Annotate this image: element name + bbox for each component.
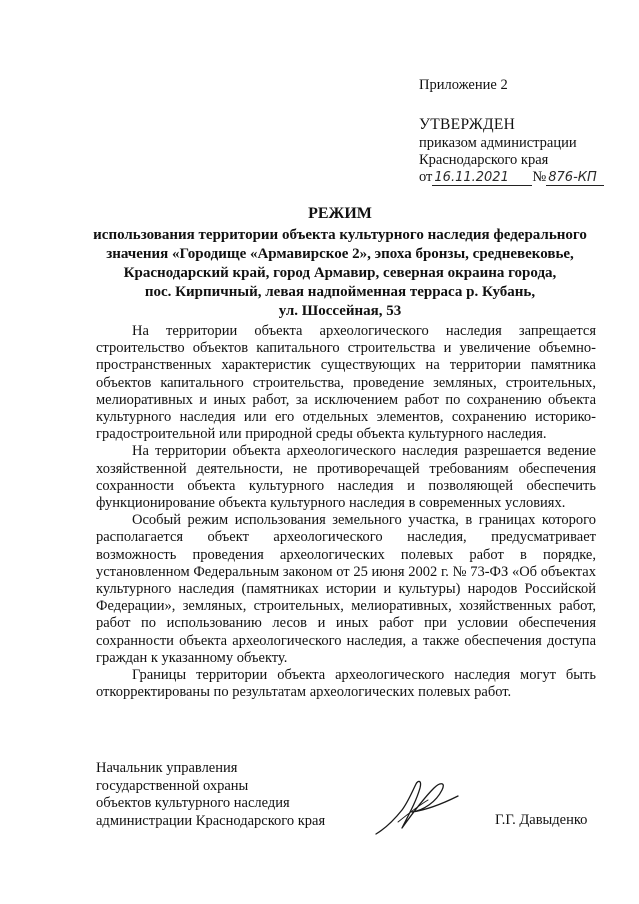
title-line: ул. Шоссейная, 53: [278, 303, 402, 319]
order-number-handwritten: 876-КП: [546, 171, 604, 186]
body-paragraph: На территории объекта археологического наследия разрешается ведение хозяйственной деятельности, не противоречащей требованиям обеспечения сохранности объекта культурного наследия и позволяющей обеспечить функционирование объекта культурного наследия в современных условиях.: [96, 443, 596, 512]
signatory-position: [96, 760, 325, 830]
document-body: [96, 323, 596, 701]
position-line-3: объектов культурного наследия: [96, 795, 290, 811]
title-line: пос. Кирпичный, левая надпойменная терраса р. Кубань,: [144, 284, 536, 300]
appendix-label: Приложение 2: [419, 77, 508, 93]
approved-heading: УТВЕРЖДЕН: [419, 116, 516, 133]
order-reference: [419, 169, 604, 186]
signer-name: Г.Г. Давыденко: [495, 812, 588, 828]
position-line-4: администрации Краснодарского края: [96, 812, 326, 829]
handwritten-signature: [372, 776, 462, 840]
body-paragraph: На территории объекта археологического наследия запрещается строительство объектов капитального строительства и увеличение объемно-пространственных характеристик существующих на территории памятника объектов капитального строительства, проведение земляных, строительных, мелиоративных и иных работ, за исключением работ по сохранению объекта культурного наследия или его отдельных элементов, сохранению историко-градостроительной или природной среды объекта культурного наследия.: [96, 323, 596, 443]
title-line: значения «Городище «Армавирское 2», эпоха бронзы, средневековье,: [106, 246, 574, 262]
title-main: РЕЖИМ: [308, 205, 372, 222]
approval-block: [419, 116, 604, 186]
position-line-1: Начальник управления: [96, 760, 238, 776]
body-paragraph: Особый режим использования земельного участка, в границах которого располагается объект археологического наследия, предусматривает возможность проведения археологических полевых работ в порядке, установленном Федеральным законом от 25 июня 2002 г. № 73-ФЗ «Об объектах культурного наследия (памятниках истории и культуры) народов Российской Федерации», земляных, строительных, мелиоративных, хозяйственных работ, работ по использованию лесов и иных работ при условии обеспечения сохранности объекта археологического наследия, а также обеспечения доступа граждан к указанному объекту.: [96, 512, 596, 666]
title-line: Краснодарский край, город Армавир, северная окраина города,: [123, 265, 557, 281]
order-from-label: от: [419, 169, 433, 185]
approved-by-line-1: приказом администрации: [419, 135, 577, 151]
order-number-sign: №: [532, 169, 547, 185]
title-line: использования территории объекта культурного наследия федерального: [93, 227, 587, 243]
body-paragraph: Границы территории объекта археологического наследия могут быть откорректированы по результатам археологических полевых работ.: [96, 667, 596, 701]
order-date-handwritten: 16.11.2021: [432, 171, 532, 186]
approved-by-line-2: Краснодарского края: [419, 152, 549, 168]
position-line-2: государственной охраны: [96, 777, 249, 794]
document-title: [70, 204, 610, 321]
